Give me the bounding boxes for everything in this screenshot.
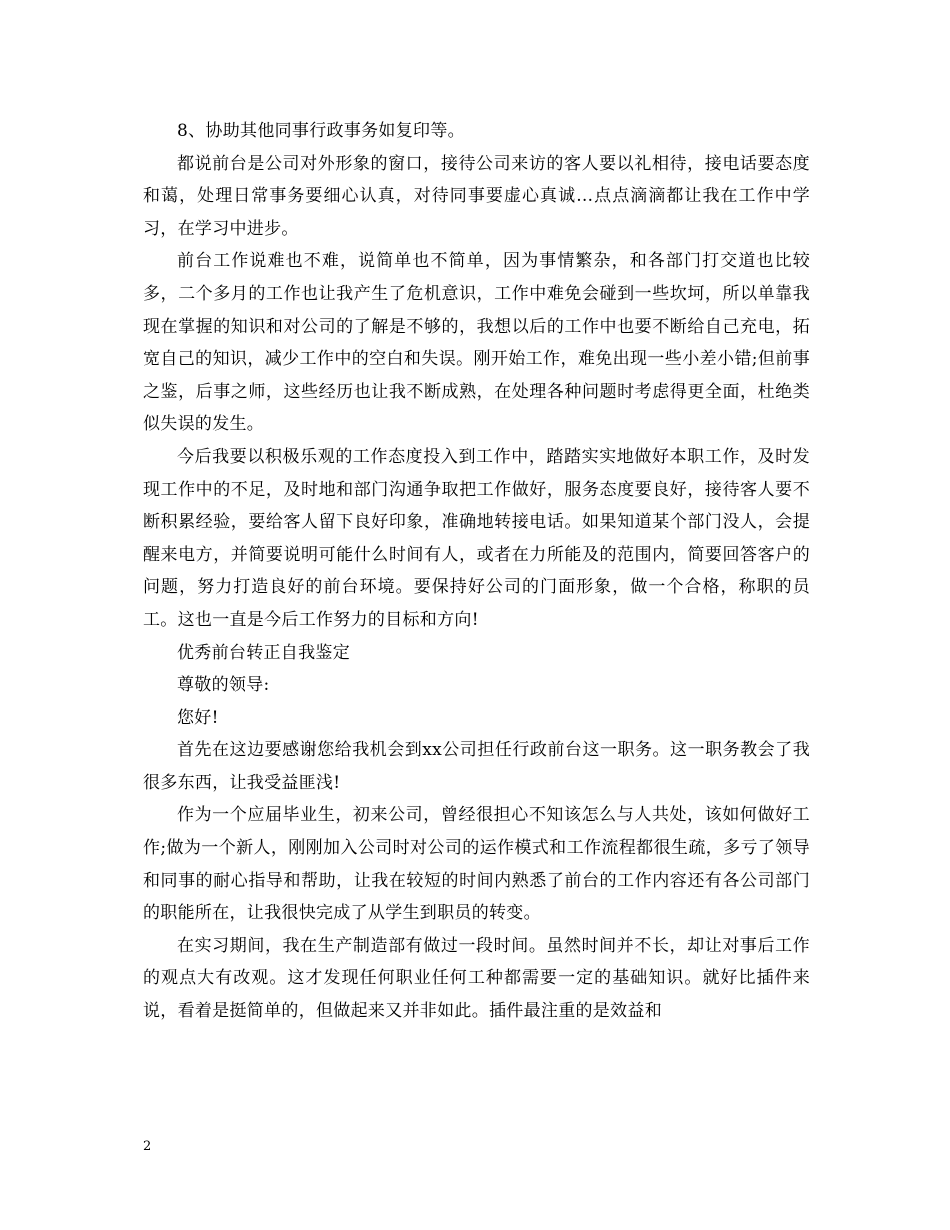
paragraph-internship: 在实习期间，我在生产制造部有做过一段时间。虽然时间并不长，却让对事后工作的观点大有改观。这才发现任何职业任何工种都需要一定的基础知识。就好比插件来说，看着是挺简单的，但做起来又并非如此。插件最注重的是效益和 (143, 935, 810, 1022)
paragraph-new-graduate: 作为一个应届毕业生，初来公司，曾经很担心不知该怎么与人共处，该如何做好工作;做为一个新人，刚刚加入公司时对公司的运作模式和工作流程都很生疏，多亏了领导和同事的耐心指导和帮助，让我在较短的时间内熟悉了前台的工作内容还有各公司部门的职能所在，让我很快完成了从学生到职员的转变。 (143, 805, 810, 924)
paragraph-item-8: 8、协助其他同事行政事务如复印等。 (177, 121, 465, 141)
paragraph-future-plan: 今后我要以积极乐观的工作态度投入到工作中，踏踏实实地做好本职工作，及时发现工作中的不足，及时地和部门沟通争取把工作做好，服务态度要良好，接待客人要不断积累经验，要给客人留下良好印象，准确地转接电话。如果知道某个部门没人，会提醒来电方，并简要说明可能什么时间有人，或者在力所能及的范围内，简要回答客户的问题，努力打造良好的前台环境。要保持好公司的门面形象，做一个合格，称职的员工。这也一直是今后工作努力的目标和方向! (143, 446, 810, 630)
paragraph-front-desk-window: 都说前台是公司对外形象的窗口，接待公司来访的客人要以礼相待，接电话要态度和蔼，处理日常事务要细心认真，对待同事要虚心真诚…点点滴滴都让我在工作中学习，在学习中进步。 (143, 153, 810, 239)
paragraph-thanks: 首先在这边要感谢您给我机会到xx公司担任行政前台这一职务。这一职务教会了我很多东西，让我受益匪浅! (143, 740, 810, 793)
page-number: 2 (143, 1139, 152, 1154)
paragraph-work-difficulty: 前台工作说难也不难，说简单也不简单，因为事情繁杂，和各部门打交道也比较多，二个多月的工作也让我产生了危机意识，工作中难免会碰到一些坎坷，所以单靠我现在掌握的知识和对公司的了解是不够的，我想以后的工作中也要不断给自己充电，拓宽自己的知识，减少工作中的空白和失误。刚开始工作，难免出现一些小差小错;但前事之鉴，后事之师，这些经历也让我不断成熟，在处理各种问题时考虑得更全面，杜绝类似失误的发生。 (143, 251, 810, 435)
document-body (143, 115, 810, 1028)
greeting: 您好! (177, 707, 219, 728)
salutation: 尊敬的领导: (177, 675, 270, 696)
section-title: 优秀前台转正自我鉴定 (177, 642, 350, 663)
